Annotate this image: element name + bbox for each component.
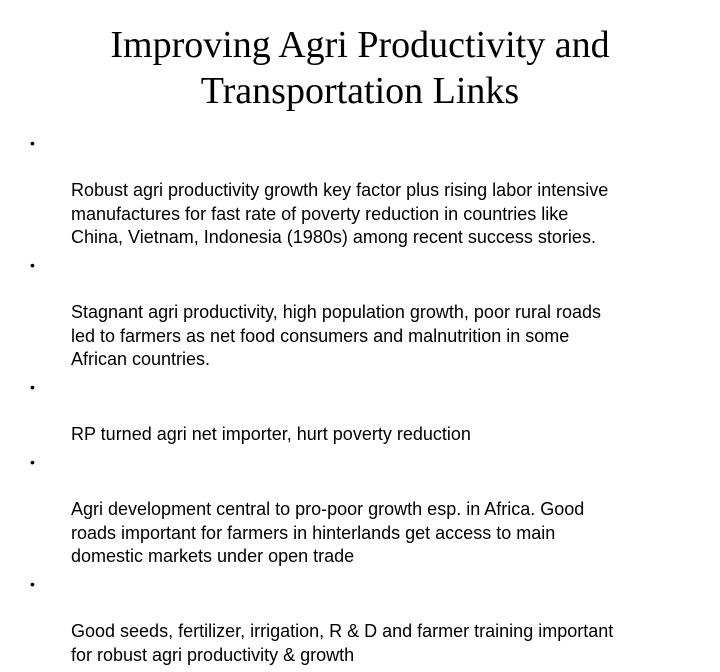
slide-title-line-2: Transportation Links: [200, 70, 520, 112]
bullet-text-4: Agri development central to pro-poor growth esp. in Africa. Good roads important for farmers in hinterlands get access to main domestic markets under open trade: [71, 499, 585, 566]
bullet-dot-icon: •: [30, 257, 35, 273]
slide-title-line-1: Improving Agri Productivity and: [110, 24, 610, 66]
bullet-item-5: [30, 573, 690, 667]
bullet-text-1: Robust agri productivity growth key factor plus rising labor intensive manufactures for fast rate of poverty reduction in countries like China, Vietnam, Indonesia (1980s) among recent success stories.: [71, 180, 609, 247]
bullet-item-2: [30, 254, 690, 372]
bullet-item-1: [30, 132, 690, 250]
bullet-item-4: [30, 451, 690, 569]
bullet-list: [30, 132, 690, 672]
bullet-text-5: Good seeds, fertilizer, irrigation, R & D and farmer training important for robust agri productivity & growth: [71, 621, 614, 665]
bullet-dot-icon: •: [30, 576, 35, 592]
bullet-dot-icon: •: [30, 454, 35, 470]
bullet-item-3: [30, 376, 690, 447]
bullet-dot-icon: •: [30, 379, 35, 395]
bullet-dot-icon: •: [30, 135, 35, 151]
slide-title: [36, 22, 684, 114]
bullet-text-2: Stagnant agri productivity, high population growth, poor rural roads led to farmers as net food consumers and malnutrition in some African countries.: [71, 302, 601, 369]
bullet-text-3: RP turned agri net importer, hurt poverty reduction: [71, 424, 471, 444]
